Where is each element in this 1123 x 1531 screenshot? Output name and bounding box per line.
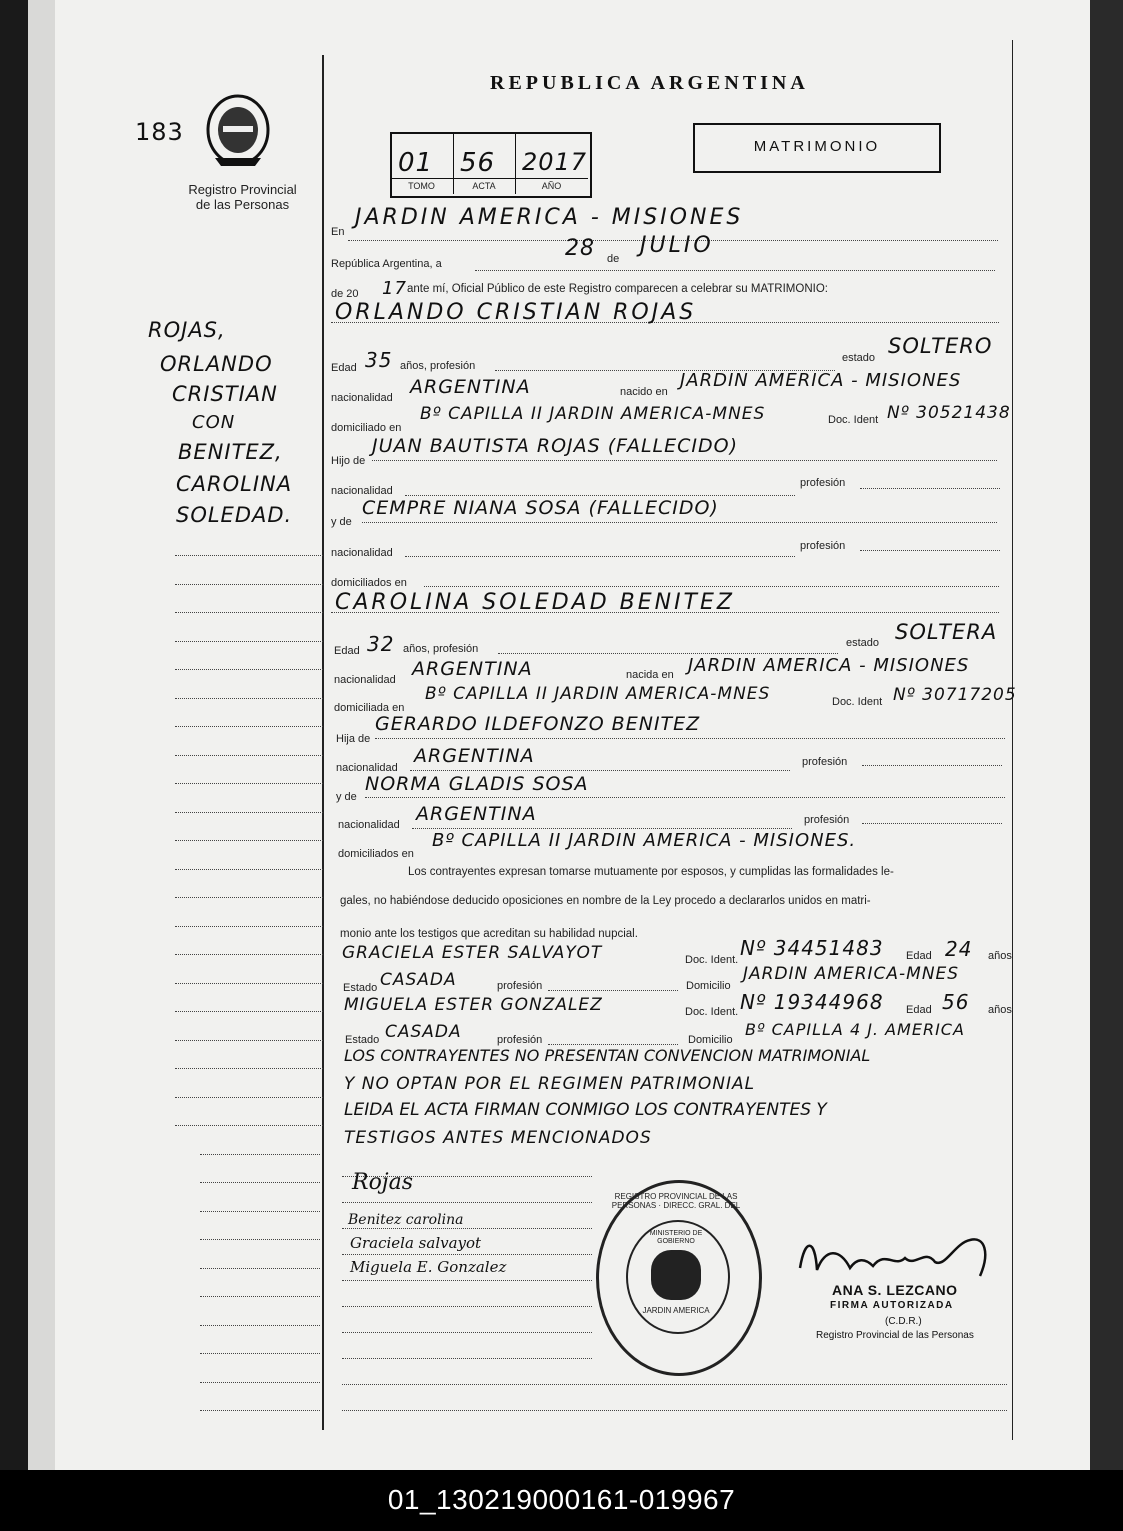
nacionalidad-label: nacionalidad (331, 547, 393, 559)
witness2-age: 56 (942, 990, 970, 1014)
body-rule-line (342, 1202, 592, 1203)
margin-rule-line (175, 783, 323, 784)
groom-mother: CEMPRE NIANA SOSA (FALLECIDO) (362, 497, 719, 519)
body-rule-line (342, 1358, 592, 1359)
en-label: En (331, 226, 345, 238)
rule (365, 797, 1005, 798)
groom-father: JUAN BAUTISTA ROJAS (FALLECIDO) (372, 435, 738, 457)
tomo-value: 01 (398, 148, 434, 178)
margin-rule-line (175, 1040, 323, 1041)
rule (475, 270, 995, 271)
doc-label: Doc. Ident. (685, 954, 739, 966)
year-prefix: de 20 (331, 288, 359, 300)
nacido-label: nacido en (620, 386, 668, 398)
profesion-label: profesión (804, 814, 850, 826)
groom-domicilio: Bº CAPILLA II JARDIN AMERICA-MNES (420, 404, 766, 424)
domiciliados-label: domiciliados en (331, 577, 407, 589)
witness2-name: MIGUELA ESTER GONZALEZ (344, 995, 603, 1015)
body-rule-line (342, 1306, 592, 1307)
margin-rule-line (200, 1382, 320, 1383)
hija-label: Hija de (336, 733, 371, 745)
body-rule-line (342, 1384, 1007, 1385)
rule (498, 653, 838, 654)
profesion-label: profesión (800, 540, 846, 552)
margin-rule-line (175, 755, 323, 756)
rule (548, 990, 678, 991)
witness2-signature: Miguela E. Gonzalez (350, 1258, 507, 1276)
seal-bottom-text: JARDIN AMERICA (642, 1306, 710, 1315)
edad-label: Edad (334, 645, 360, 657)
document-id: 01_130219000161-019967 (387, 1484, 736, 1515)
bride-signature: Benitez carolina (348, 1212, 464, 1228)
acta-value: 56 (460, 148, 496, 178)
profesion-label: años, profesión (403, 643, 479, 655)
margin-name: BENITEZ, (178, 440, 283, 464)
rule (410, 770, 790, 771)
profesion-label: profesión (802, 756, 848, 768)
country-title: REPUBLICA ARGENTINA (490, 72, 809, 94)
bride-age: 32 (367, 632, 395, 656)
margin-rule-line (175, 983, 323, 984)
margin-rule-line (175, 926, 323, 927)
province-logo (205, 92, 271, 170)
nacida-label: nacida en (626, 669, 674, 681)
margin-rule-line (200, 1268, 320, 1269)
domicilio-label: Domicilio (686, 980, 731, 992)
bride-parents-domicilio: Bº CAPILLA II JARDIN AMERICA - MISIONES. (432, 830, 857, 851)
margin-rule-line (175, 897, 323, 898)
right-rule (1012, 40, 1013, 1440)
yde-label: y de (331, 516, 352, 528)
declaration-line2: gales, no habiéndose deducido oposiciones en nombre de la Ley procedo a declararlos unidos en matri- (340, 895, 871, 907)
anios-label: años (988, 1004, 1012, 1016)
margin-rule-line (200, 1239, 320, 1240)
nacionalidad-label: nacionalidad (334, 674, 396, 686)
year-suffix: 17 (382, 278, 407, 299)
margin-name: CRISTIAN (172, 382, 278, 406)
margin-rule-line (200, 1325, 320, 1326)
edad-label: Edad (906, 950, 932, 962)
doc-label: Doc. Ident (828, 414, 879, 426)
profesion-label: profesión (800, 477, 846, 489)
margin-rule-line (200, 1296, 320, 1297)
body-rule-line (342, 1410, 1007, 1411)
bride-mother: NORMA GLADIS SOSA (365, 773, 589, 795)
intro-text: ante mí, Oficial Público de este Registro comparecen a celebrar su MATRIMONIO: (407, 283, 828, 295)
groom-name: ORLANDO CRISTIAN ROJAS (335, 300, 697, 325)
bride-estado: SOLTERA (895, 620, 998, 644)
witness1-age: 24 (945, 937, 973, 961)
edad-label: Edad (906, 1004, 932, 1016)
declaration-line1: Los contrayentes expresan tomarse mutuamente por esposos, y cumplidas las formalidades le- (408, 866, 894, 878)
officer-institution: Registro Provincial de las Personas (816, 1330, 974, 1341)
witness2-estado: CASADA (385, 1022, 462, 1042)
rule (362, 522, 997, 523)
bride-mother-nac: ARGENTINA (416, 803, 537, 825)
seal-emblem-icon (651, 1250, 701, 1300)
bride-nacionalidad: ARGENTINA (412, 658, 533, 680)
officer-name: ANA S. LEZCANO (832, 1282, 958, 1298)
de-label: de (607, 253, 620, 265)
bride-name: CAROLINA SOLEDAD BENITEZ (335, 590, 735, 615)
nacionalidad-label: nacionalidad (331, 485, 393, 497)
witness1-signature: Graciela salvayot (350, 1234, 482, 1252)
profesion-label: años, profesión (400, 360, 476, 372)
rule (548, 1044, 678, 1045)
page-edge-right (1090, 0, 1123, 1470)
doc-label: Doc. Ident (832, 696, 883, 708)
page-number: 183 (135, 118, 184, 146)
groom-birthplace: JARDIN AMERICA - MISIONES (680, 370, 962, 391)
domiciliado-label: domiciliado en (331, 422, 402, 434)
margin-name: CAROLINA (176, 472, 293, 496)
acta-label: ACTA (472, 181, 496, 191)
bride-birthplace: JARDIN AMERICA - MISIONES (688, 655, 970, 676)
margin-rule-line (175, 869, 323, 870)
witness1-doc: Nº 34451483 (740, 936, 884, 960)
rule (424, 586, 999, 587)
profesion-label: profesión (497, 980, 543, 992)
rule (375, 738, 1005, 739)
note-line1: LOS CONTRAYENTES NO PRESENTAN CONVENCION MATRIMONIAL (344, 1046, 871, 1065)
margin-rule-line (175, 726, 323, 727)
margin-rule-line (175, 1097, 323, 1098)
domiciliada-label: domiciliada en (334, 702, 405, 714)
rule (862, 765, 1002, 766)
note-line3: LEIDA EL ACTA FIRMAN CONMIGO LOS CONTRAYENTES Y (344, 1100, 827, 1120)
body-rule-line (342, 1254, 592, 1255)
groom-estado: SOLTERO (888, 334, 993, 358)
domiciliados-label: domiciliados en (338, 848, 414, 860)
seal-outer-text: REGISTRO PROVINCIAL DE LAS PERSONAS · DIRECC. GRAL. DEL (611, 1192, 741, 1210)
declaration-line3: monio ante los testigos que acreditan su habilidad nupcial. (340, 928, 638, 940)
margin-rule-line (175, 1068, 323, 1069)
rule (405, 495, 795, 496)
margin-rule-line (175, 669, 323, 670)
nacionalidad-label: nacionalidad (331, 392, 393, 404)
body-rule-line (342, 1280, 592, 1281)
doc-label: Doc. Ident. (685, 1006, 739, 1018)
margin-rule (322, 55, 324, 1430)
margin-name: SOLEDAD. (176, 503, 293, 527)
margin-rule-line (200, 1211, 320, 1212)
rule (372, 460, 997, 461)
groom-nacionalidad: ARGENTINA (410, 376, 531, 398)
margin-rule-line (200, 1353, 320, 1354)
witness2-doc: Nº 19344968 (740, 990, 884, 1014)
margin-rule-line (175, 612, 323, 613)
estado-label: estado (842, 352, 876, 364)
estado-label: Estado (343, 982, 378, 994)
nacionalidad-label: nacionalidad (338, 819, 400, 831)
margin-rule-line (175, 1011, 323, 1012)
bride-doc: Nº 30717205 (893, 685, 1017, 705)
profesion-label: profesión (497, 1034, 543, 1046)
anio-label: AÑO (541, 181, 562, 191)
witness1-name: GRACIELA ESTER SALVAYOT (342, 943, 603, 963)
margin-rule-line (175, 698, 323, 699)
edad-label: Edad (331, 362, 357, 374)
margin-rule-line (175, 641, 323, 642)
officer-code: (C.D.R.) (885, 1316, 922, 1327)
margin-rule-line (175, 1125, 323, 1126)
rule (860, 550, 1000, 551)
groom-signature: Rojas (352, 1170, 414, 1195)
officer-signature (795, 1228, 1000, 1288)
place-value: JARDIN AMERICA - MISIONES (355, 205, 744, 230)
anios-label: años (988, 950, 1012, 962)
witness2-domicilio: Bº CAPILLA 4 J. AMERICA (745, 1020, 965, 1039)
margin-rule-line (175, 555, 323, 556)
groom-age: 35 (365, 348, 393, 372)
rule (862, 823, 1002, 824)
box-divider (390, 178, 588, 179)
bride-father-nac: ARGENTINA (414, 745, 535, 767)
hijo-label: Hijo de (331, 455, 366, 467)
margin-rule-line (175, 954, 323, 955)
issuer-line2: de las Personas (195, 197, 290, 212)
issuer-line1: Registro Provincial (188, 182, 297, 197)
margin-name: ORLANDO (160, 352, 273, 376)
act-type: MATRIMONIO (753, 138, 881, 155)
margin-rule-line (175, 584, 323, 585)
margin-con: CON (192, 412, 236, 433)
yde-label: y de (336, 791, 357, 803)
margin-surname: ROJAS, (148, 318, 226, 342)
margin-rule-line (200, 1154, 320, 1155)
domicilio-label: Domicilio (688, 1034, 733, 1046)
margin-rule-line (200, 1182, 320, 1183)
witness1-estado: CASADA (380, 970, 457, 990)
rule (860, 488, 1000, 489)
seal-inner-text: MINISTERIO DE GOBIERNO (649, 1230, 703, 1245)
note-line4: TESTIGOS ANTES MENCIONADOS (344, 1128, 652, 1148)
bride-domicilio: Bº CAPILLA II JARDIN AMERICA-MNES (425, 684, 771, 704)
officer-title: FIRMA AUTORIZADA (830, 1300, 954, 1311)
nacionalidad-label: nacionalidad (336, 762, 398, 774)
note-line2: Y NO OPTAN POR EL REGIMEN PATRIMONIAL (344, 1074, 756, 1094)
bride-father: GERARDO ILDEFONZO BENITEZ (375, 713, 701, 735)
body-rule-line (342, 1228, 592, 1229)
republica-label: República Argentina, a (331, 258, 442, 270)
groom-doc: Nº 30521438 (887, 403, 1011, 423)
month-value: JULIO (640, 233, 714, 258)
tomo-label: TOMO (408, 181, 435, 191)
rule (405, 556, 795, 557)
estado-label: Estado (345, 1034, 380, 1046)
estado-label: estado (846, 637, 880, 649)
witness1-domicilio: JARDIN AMERICA-MNES (743, 964, 960, 984)
anio-value: 2017 (522, 148, 588, 176)
margin-rule-line (175, 812, 323, 813)
margin-rule-line (200, 1410, 320, 1411)
margin-rule-line (175, 840, 323, 841)
rule (412, 828, 792, 829)
day-value: 28 (565, 236, 595, 261)
body-rule-line (342, 1332, 592, 1333)
